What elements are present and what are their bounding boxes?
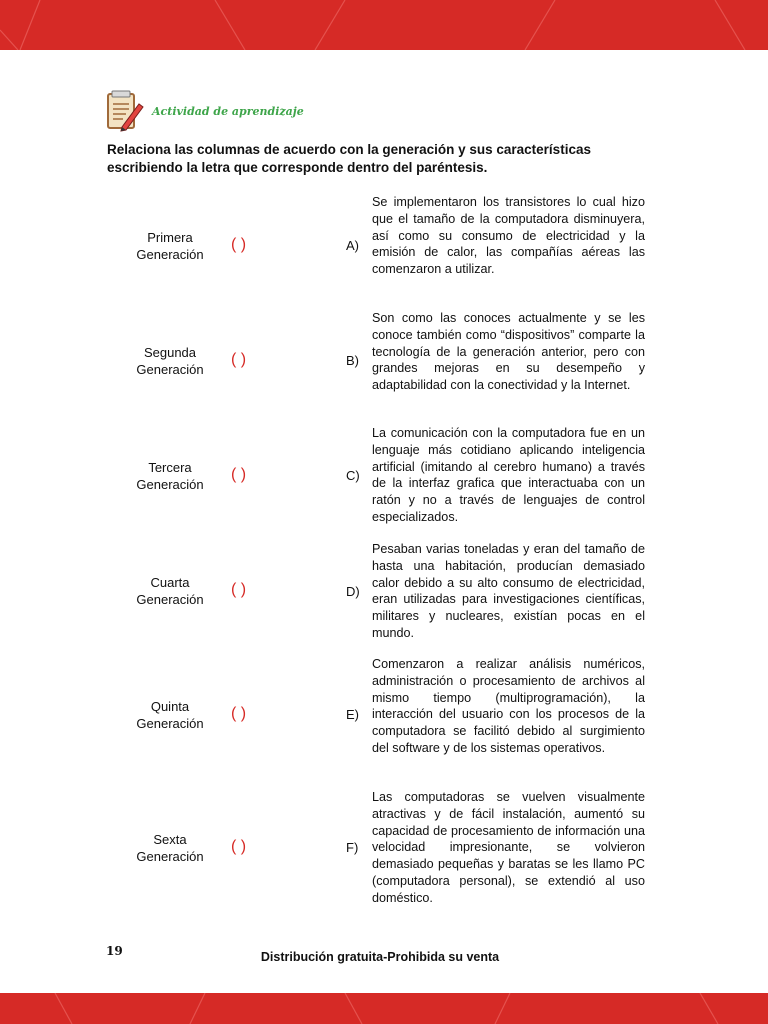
footer-band-pattern [0, 993, 768, 1024]
generation-label: Quinta Generación [136, 699, 204, 731]
option-letter: A) [346, 238, 359, 253]
generation-label: Cuarta Generación [136, 575, 204, 607]
notebook-pencil-icon [106, 90, 144, 132]
answer-parenthesis[interactable]: ( ) [231, 466, 247, 483]
activity-header [106, 90, 304, 132]
option-description: Pesaban varias toneladas y eran del tamaño de hasta una habitación, producían demasiado calor debido a su alto consumo de electricidad, eran utilizadas para investigaciones científicas, militares y nucleares, existían pocas en el mundo. [372, 542, 645, 640]
answer-parenthesis[interactable]: ( ) [231, 236, 247, 253]
generation-label: Segunda Generación [136, 345, 204, 377]
option-description: Se implementaron los transistores lo cual hizo que el tamaño de la computadora disminuyera, así como su consumo de electricidad y la emisión de calor, las compañías aéreas las comenzaron a utilizar. [372, 195, 645, 277]
answer-parenthesis[interactable]: ( ) [231, 581, 247, 598]
option-description: Comenzaron a realizar análisis numéricos, administración o procesamiento de archivos al mismo tiempo (multiprogramación), la interacción del usuario con los procesos de la computadora se facilitó debido al surgimiento del software y de los sistemas operativos. [372, 657, 645, 755]
page-number: 19 [106, 944, 123, 958]
footer-text: Distribución gratuita-Prohibida su venta [260, 950, 500, 964]
header-band-pattern [0, 0, 768, 50]
header-band [0, 0, 768, 50]
generation-label: Tercera Generación [136, 460, 204, 492]
option-description: Son como las conoces actualmente y se les conoce también como “dispositivos” comparte la tecnología de la generación anterior, pero con grandes mejoras en su desempeño y adaptabilidad con la conectividad y la Internet. [372, 311, 645, 393]
option-description: La comunicación con la computadora fue en un lenguaje más cotidiano aplicando inteligencia artificial (imitando al cerebro humano) a través de la interfaz grafica que interactuaba con un ratón y no a través de lenguajes de control especializados. [372, 426, 645, 524]
answer-parenthesis[interactable]: ( ) [231, 838, 247, 855]
footer-band [0, 993, 768, 1024]
generation-label: Primera Generación [136, 230, 204, 262]
option-letter: F) [346, 840, 359, 855]
generation-label: Sexta Generación [136, 832, 204, 864]
answer-parenthesis[interactable]: ( ) [231, 705, 247, 722]
option-letter: E) [346, 707, 359, 722]
instructions-text: Relaciona las columnas de acuerdo con la generación y sus características escribiendo la letra que corresponde dentro del paréntesis. [107, 142, 591, 175]
activity-label: Actividad de aprendizaje [152, 104, 304, 118]
option-letter: C) [346, 468, 360, 483]
option-letter: D) [346, 584, 360, 599]
option-letter: B) [346, 353, 359, 368]
option-description: Las computadoras se vuelven visualmente atractivas y de fácil instalación, aumentó su capacidad de procesamiento de información una velocidad impresionante, se volvieron demasiado pequeñas y baratas se les llamo PC (computadora personal), se extendió al uso doméstico. [372, 790, 645, 905]
answer-parenthesis[interactable]: ( ) [231, 351, 247, 368]
